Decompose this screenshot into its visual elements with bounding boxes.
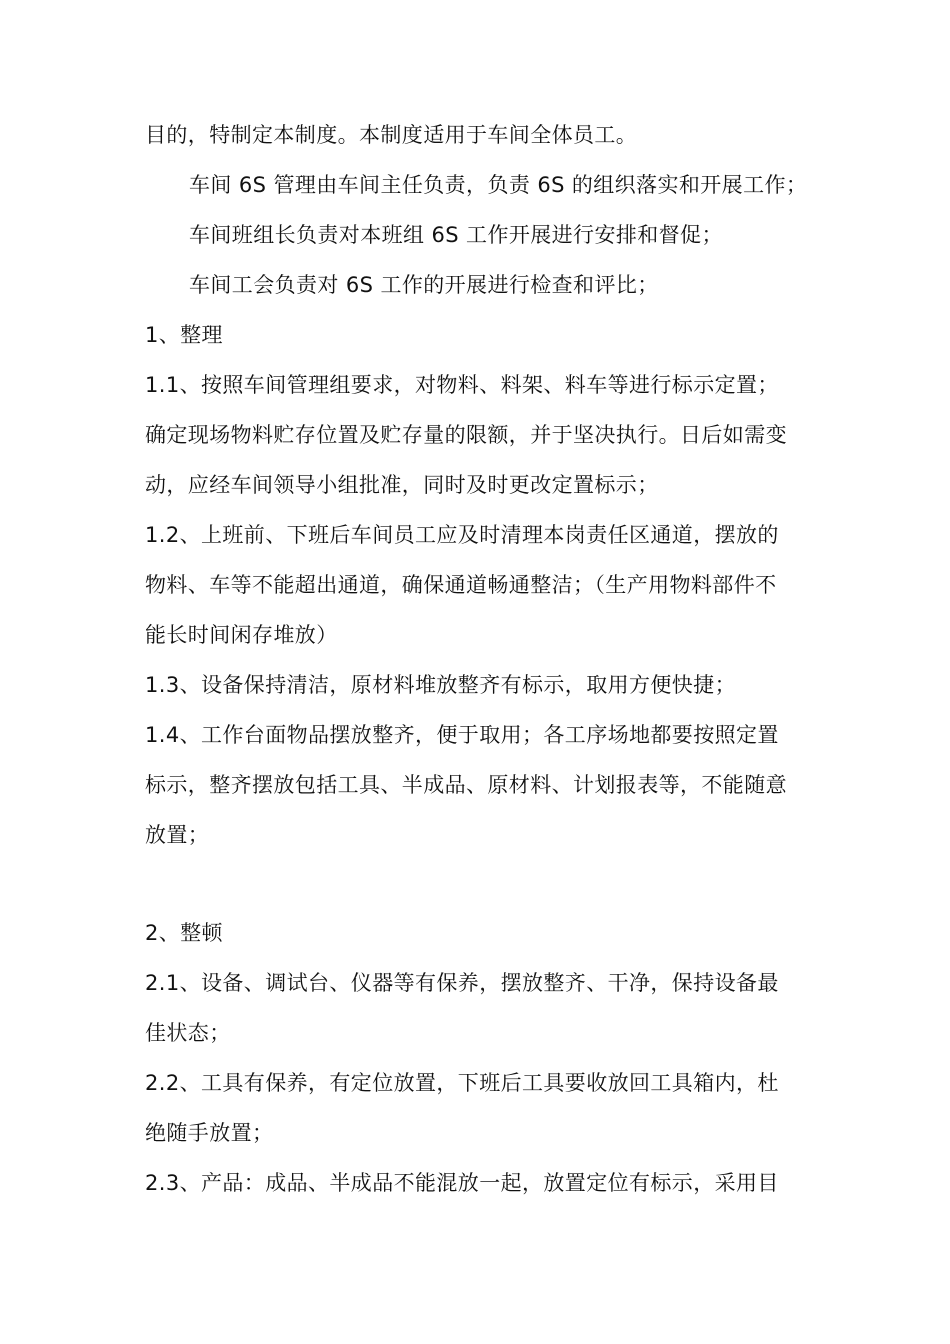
text-line-2-2-a: 2.2、工具有保养，有定位放置，下班后工具要收放回工具箱内，杜 xyxy=(145,1071,779,1095)
text-line-1-2-a: 1.2、上班前、下班后车间员工应及时清理本岗责任区通道，摆放的 xyxy=(145,523,779,547)
text-line-1-4-a: 1.4、工作台面物品摆放整齐，便于取用；各工序场地都要按照定置 xyxy=(145,723,779,747)
section-heading-1: 1、整理 xyxy=(145,323,223,347)
text-line-team-leader: 车间班组长负责对本班组 6S 工作开展进行安排和督促； xyxy=(189,223,723,247)
text-line-1-4-b: 标示，整齐摆放包括工具、半成品、原材料、计划报表等，不能随意 xyxy=(145,773,787,797)
text-line-2-1-a: 2.1、设备、调试台、仪器等有保养，摆放整齐、干净，保持设备最 xyxy=(145,971,779,995)
text-line-1-4-c: 放置； xyxy=(145,823,210,847)
text-line-union: 车间工会负责对 6S 工作的开展进行检查和评比； xyxy=(189,273,659,297)
text-line-1-2-b: 物料、车等不能超出通道，确保通道畅通整洁；（生产用物料部件不 xyxy=(145,573,777,597)
text-line-purpose: 目的，特制定本制度。本制度适用于车间全体员工。 xyxy=(145,123,638,147)
text-line-workshop-director: 车间 6S 管理由车间主任负责，负责 6S 的组织落实和开展工作； xyxy=(189,173,808,197)
text-line-1-2-c: 能长时间闲存堆放） xyxy=(145,623,338,647)
section-heading-2: 2、整顿 xyxy=(145,921,223,945)
text-line-2-1-b: 佳状态； xyxy=(145,1021,231,1045)
text-line-1-1-b: 确定现场物料贮存位置及贮存量的限额，并于坚决执行。日后如需变 xyxy=(145,423,787,447)
text-line-1-1-c: 动，应经车间领导小组批准，同时及时更改定置标示； xyxy=(145,473,659,497)
text-line-1-1-a: 1.1、按照车间管理组要求，对物料、料架、料车等进行标示定置； xyxy=(145,373,779,397)
text-line-2-2-b: 绝随手放置； xyxy=(145,1121,274,1145)
text-line-1-3: 1.3、设备保持清洁，原材料堆放整齐有标示，取用方便快捷； xyxy=(145,673,736,697)
text-line-2-3-a: 2.3、产品：成品、半成品不能混放一起，放置定位有标示，采用目 xyxy=(145,1171,779,1195)
